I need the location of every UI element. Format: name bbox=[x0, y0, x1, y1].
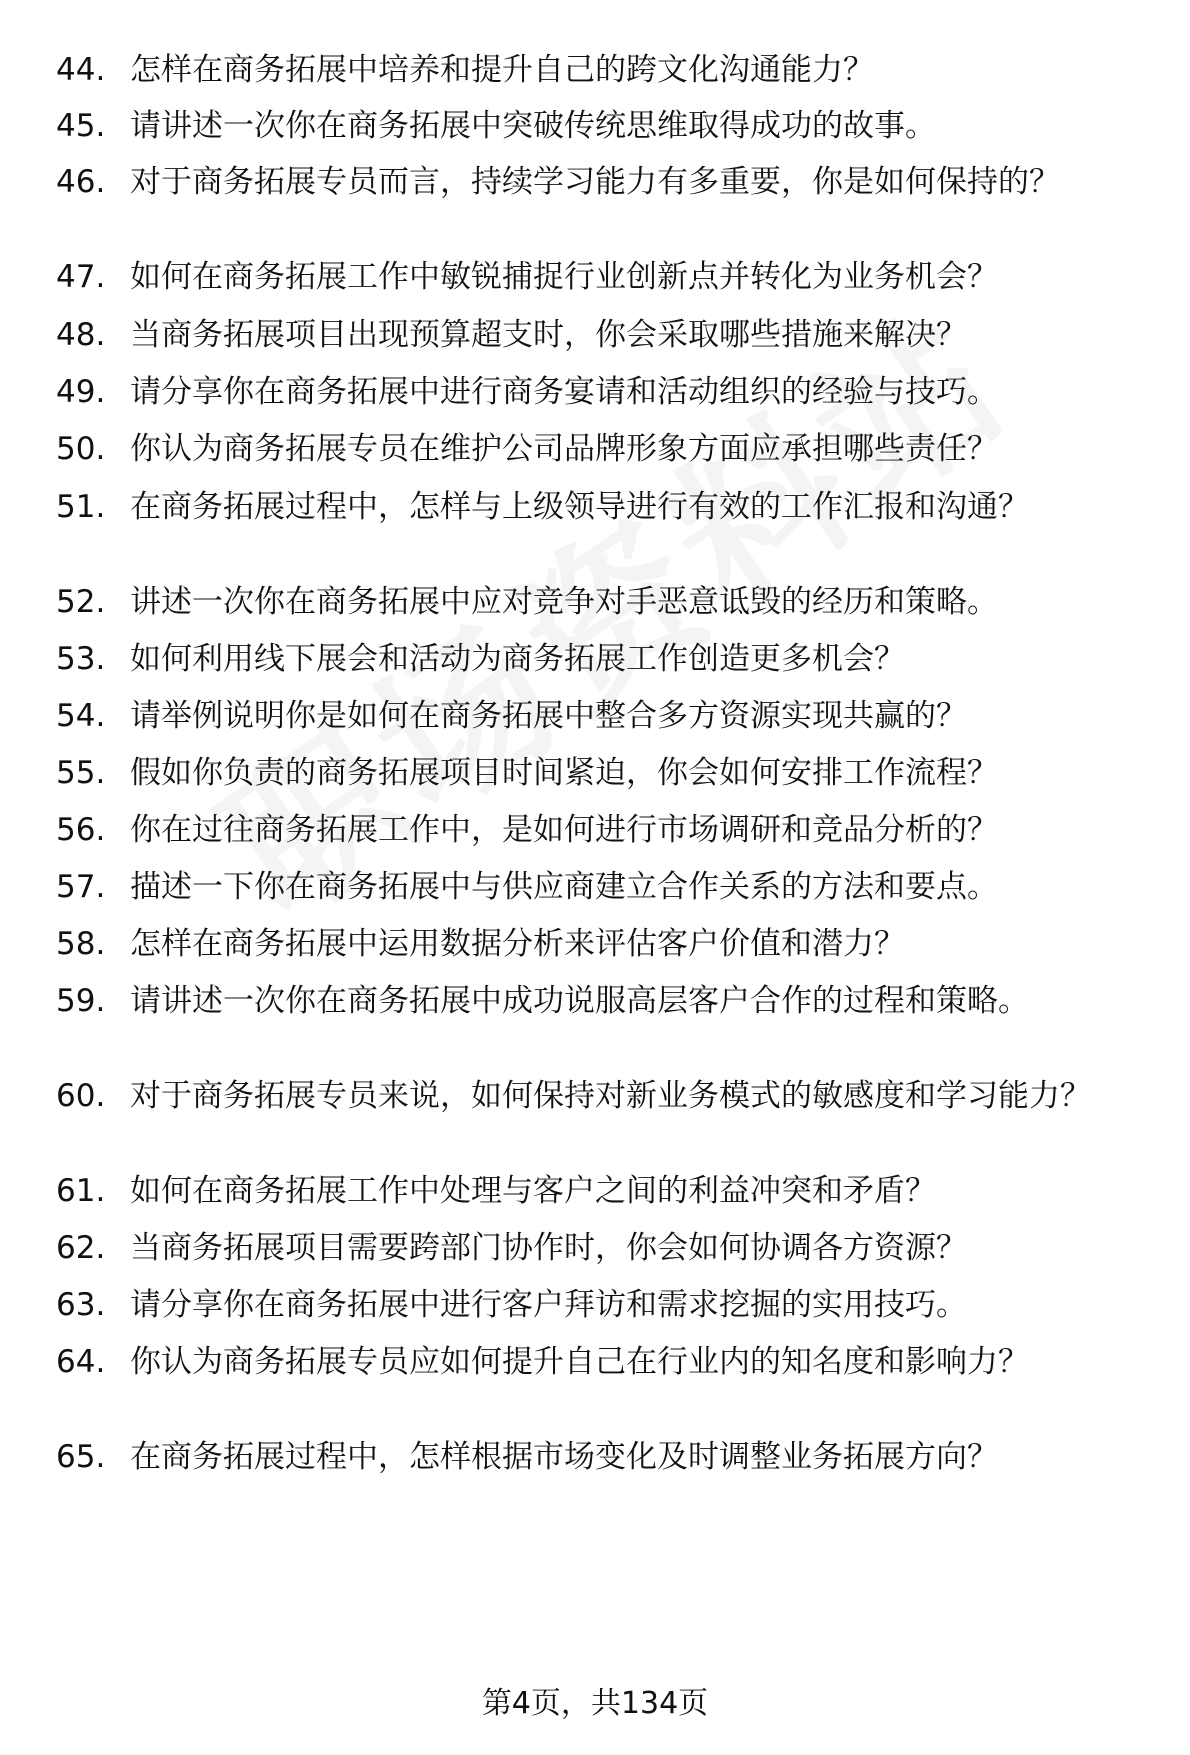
question-text: 讲述一次你在商务拓展中应对竞争对手恶意诋毁的经历和策略。 bbox=[130, 584, 998, 620]
question-number: 52. bbox=[56, 584, 106, 620]
question-text: 请分享你在商务拓展中进行商务宴请和活动组织的经验与技巧。 bbox=[130, 374, 998, 410]
question-number: 49. bbox=[56, 374, 106, 410]
question-text: 你认为商务拓展专员在维护公司品牌形象方面应承担哪些责任？ bbox=[130, 431, 998, 467]
question-text: 假如你负责的商务拓展项目时间紧迫，你会如何安排工作流程？ bbox=[130, 755, 998, 791]
question-number: 56. bbox=[56, 812, 106, 848]
question-text: 如何利用线下展会和活动为商务拓展工作创造更多机会？ bbox=[130, 641, 905, 677]
question-number: 58. bbox=[56, 926, 106, 962]
question-number: 46. bbox=[56, 164, 106, 200]
question-text: 当商务拓展项目需要跨部门协作时，你会如何协调各方资源？ bbox=[130, 1230, 967, 1266]
question-text: 描述一下你在商务拓展中与供应商建立合作关系的方法和要点。 bbox=[130, 869, 998, 905]
question-text: 怎样在商务拓展中运用数据分析来评估客户价值和潜力？ bbox=[130, 926, 905, 962]
question-text: 当商务拓展项目出现预算超支时，你会采取哪些措施来解决？ bbox=[130, 317, 967, 353]
question-text: 怎样在商务拓展中培养和提升自己的跨文化沟通能力？ bbox=[130, 52, 874, 88]
question-number: 62. bbox=[56, 1230, 106, 1266]
question-text: 在商务拓展过程中，怎样与上级领导进行有效的工作汇报和沟通？ bbox=[130, 489, 1029, 525]
question-text: 对于商务拓展专员来说，如何保持对新业务模式的敏感度和学习能力？ bbox=[130, 1078, 1091, 1114]
question-number: 63. bbox=[56, 1287, 106, 1323]
question-number: 45. bbox=[56, 108, 106, 144]
question-number: 61. bbox=[56, 1173, 106, 1209]
question-number: 59. bbox=[56, 983, 106, 1019]
page-footer: 第4页，共134页 bbox=[481, 1686, 709, 1721]
question-text: 如何在商务拓展工作中处理与客户之间的利益冲突和矛盾？ bbox=[130, 1173, 936, 1209]
question-text: 请举例说明你是如何在商务拓展中整合多方资源实现共赢的？ bbox=[130, 698, 967, 734]
question-number: 53. bbox=[56, 641, 106, 677]
question-text: 你认为商务拓展专员应如何提升自己在行业内的知名度和影响力？ bbox=[130, 1344, 1029, 1380]
question-number: 54. bbox=[56, 698, 106, 734]
question-number: 57. bbox=[56, 869, 106, 905]
question-number: 65. bbox=[56, 1439, 106, 1475]
question-number: 47. bbox=[56, 259, 106, 295]
question-number: 51. bbox=[56, 489, 106, 525]
question-text: 如何在商务拓展工作中敏锐捕捉行业创新点并转化为业务机会？ bbox=[130, 259, 998, 295]
question-number: 48. bbox=[56, 317, 106, 353]
question-text: 在商务拓展过程中，怎样根据市场变化及时调整业务拓展方向？ bbox=[130, 1439, 998, 1475]
question-number: 50. bbox=[56, 431, 106, 467]
question-text: 请讲述一次你在商务拓展中成功说服高层客户合作的过程和策略。 bbox=[130, 983, 1029, 1019]
question-text: 请分享你在商务拓展中进行客户拜访和需求挖掘的实用技巧。 bbox=[130, 1287, 967, 1323]
question-text: 请讲述一次你在商务拓展中突破传统思维取得成功的故事。 bbox=[130, 108, 936, 144]
question-number: 64. bbox=[56, 1344, 106, 1380]
question-number: 60. bbox=[56, 1078, 106, 1114]
question-text: 你在过往商务拓展工作中，是如何进行市场调研和竞品分析的？ bbox=[130, 812, 998, 848]
question-text: 对于商务拓展专员而言，持续学习能力有多重要，你是如何保持的？ bbox=[130, 164, 1060, 200]
question-number: 44. bbox=[56, 52, 106, 88]
question-number: 55. bbox=[56, 755, 106, 791]
